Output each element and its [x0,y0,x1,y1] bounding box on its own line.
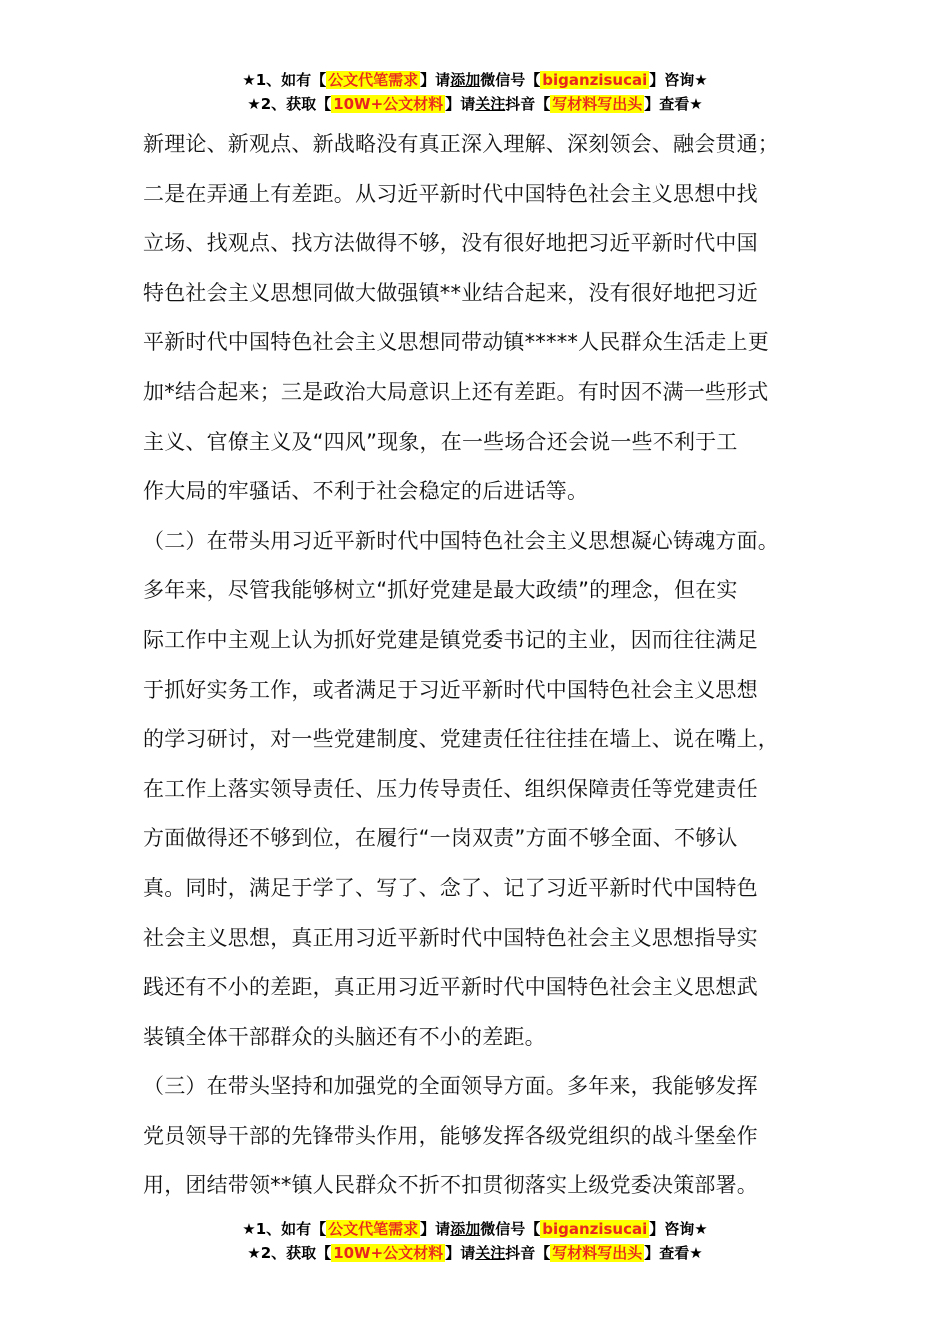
banner-text: ★1、如有【 [242,71,327,89]
underlined-text: 关注 [475,95,506,113]
body-line: 装镇全体干部群众的头脑还有不小的差距。 [143,1024,546,1049]
highlight-text: 10W+公文材料 [333,95,444,113]
body-line: 的学习研讨，对一些党建制度、党建责任往往挂在墙上、说在嘴上， [143,727,779,752]
banner-line-2 [0,92,950,116]
banner-text: 】请 [420,1220,451,1238]
body-line: 二是在弄通上有差距。从习近平新时代中国特色社会主义思想中找 [143,181,758,206]
body-line: 真。同时，满足于学了、写了、念了、记了习近平新时代中国特色 [143,875,758,900]
banner-text: 抖音【 [505,1244,551,1262]
banner-text: 抖音【 [505,95,551,113]
body-line: 社会主义思想，真正用习近平新时代中国特色社会主义思想指导实 [143,925,758,950]
banner-line-2 [0,1241,950,1265]
highlight-text: 公文代笔需求 [328,71,419,89]
highlight-text: biganzisucai [542,1220,648,1238]
highlight-text: 写材料写出头 [552,95,643,113]
banner-text: ★2、获取【 [247,1244,332,1262]
body-line: 在工作上落实领导责任、压力传导责任、组织保障责任等党建责任 [143,776,758,801]
body-line: 加*结合起来；三是政治大局意识上还有差距。有时因不满一些形式 [143,379,769,404]
underlined-text: 添加 [450,71,481,89]
banner-text: 微信号【 [480,71,541,89]
banner-text: 】咨询★ [649,71,708,89]
section-heading: （二）在带头用习近平新时代中国特色社会主义思想凝心铸魂方面。 [143,528,779,553]
highlight-text: biganzisucai [542,71,648,89]
banner-text: 】请 [420,71,451,89]
banner-text: 】请 [445,95,476,113]
body-line: 践还有不小的差距，真正用习近平新时代中国特色社会主义思想武 [143,975,758,1000]
highlight-text: 写材料写出头 [552,1244,643,1262]
banner-text: 】查看★ [644,95,703,113]
banner-text: ★1、如有【 [242,1220,327,1238]
underlined-text: 关注 [475,1244,506,1262]
header-banner [0,68,950,116]
body-line: 多年来，尽管我能够树立“抓好党建是最大政绩”的理念，但在实 [143,578,738,603]
banner-text: 】咨询★ [649,1220,708,1238]
body-line: 方面做得还不够到位，在履行“一岗双责”方面不够全面、不够认 [143,826,738,851]
body-line: 立场、找观点、找方法做得不够，没有很好地把习近平新时代中国 [143,231,758,256]
banner-line-1 [0,1217,950,1241]
banner-text: ★2、获取【 [247,95,332,113]
banner-text: 】请 [445,1244,476,1262]
body-line: 党员领导干部的先锋带头作用，能够发挥各级党组织的战斗堡垒作 [143,1123,758,1148]
body-line: 用，团结带领**镇人民群众不折不扣贯彻落实上级党委决策部署。 [143,1173,758,1198]
body-line: 平新时代中国特色社会主义思想同带动镇*****人民群众生活走上更 [143,330,769,355]
body-line: 特色社会主义思想同做大做强镇**业结合起来，没有很好地把习近 [143,280,758,305]
highlight-text: 10W+公文材料 [333,1244,444,1262]
section-heading: （三）在带头坚持和加强党的全面领导方面。多年来，我能够发挥 [143,1074,758,1099]
underlined-text: 添加 [450,1220,481,1238]
document-body [143,120,843,1211]
body-line: 作大局的牢骚话、不利于社会稳定的后进话等。 [143,479,589,504]
banner-text: 微信号【 [480,1220,541,1238]
body-line: 际工作中主观上认为抓好党建是镇党委书记的主业，因而往往满足 [143,627,758,652]
body-line: 主义、官僚主义及“四风”现象，在一些场合还会说一些不利于工 [143,429,738,454]
banner-text: 】查看★ [644,1244,703,1262]
footer-banner [0,1217,950,1265]
body-line: 于抓好实务工作，或者满足于习近平新时代中国特色社会主义思想 [143,677,758,702]
highlight-text: 公文代笔需求 [328,1220,419,1238]
body-line: 新理论、新观点、新战略没有真正深入理解、深刻领会、融会贯通； [143,132,779,156]
banner-line-1 [0,68,950,92]
